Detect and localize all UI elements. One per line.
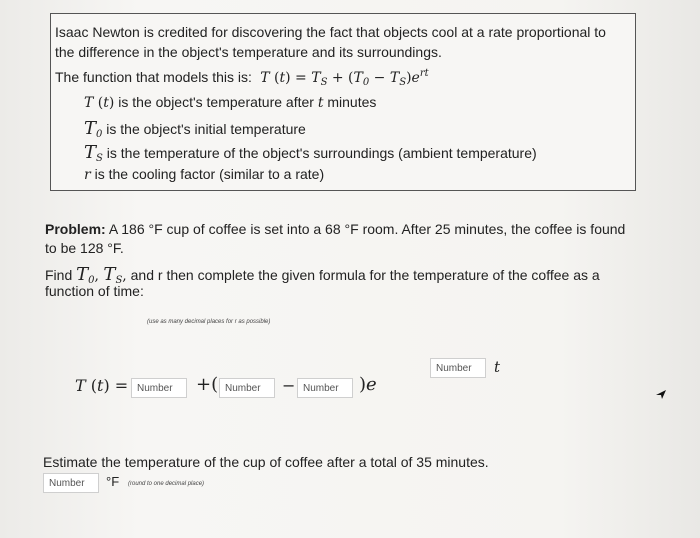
formula-lhs: T (t) = xyxy=(75,376,129,395)
intro-line-1: Isaac Newton is credited for discovering the fact that objects cool at a rate proportional to xyxy=(55,24,606,40)
exponent-t: t xyxy=(494,358,501,376)
model-formula: T xyxy=(255,70,270,86)
close-paren-e: )e xyxy=(359,374,377,395)
def-r: r is the cooling factor (similar to a rate) xyxy=(84,166,325,183)
problem-line-1: Problem: A 186 °F cup of coffee is set into a 68 °F room. After 25 minutes, the coffee is found xyxy=(45,221,626,237)
round-note: (round to one decimal place) xyxy=(128,481,205,487)
ts-input[interactable]: Number xyxy=(131,378,187,398)
def-temp: T (t) is the object's temperature after t minutes xyxy=(84,94,377,111)
problem-line-3: Find $T_0$, $T_S$, and r then complete the given formula for the temperature of the coffee as a xyxy=(45,264,600,286)
def-t0: $T_0$ is the object's initial temperature xyxy=(84,118,306,140)
ts2-input[interactable]: Number xyxy=(297,378,353,398)
model-line: The function that models this is: T $(t) = T_S + (T_0 - T_S)e^{rt}$ xyxy=(55,68,429,88)
rate-input[interactable]: Number xyxy=(430,358,486,378)
plus-paren: +( xyxy=(196,374,219,395)
decimal-note: (use as many decimal places for r as possible) xyxy=(147,319,271,325)
def-ts: $T_S$ is the temperature of the object's surroundings (ambient temperature) xyxy=(84,142,537,164)
estimate-input[interactable]: Number xyxy=(43,473,99,493)
t0-input[interactable]: Number xyxy=(219,378,275,398)
estimate-unit: °F xyxy=(106,474,120,489)
problem-line-4: function of time: xyxy=(45,283,144,299)
estimate-question: Estimate the temperature of the cup of coffee after a total of 35 minutes. xyxy=(43,454,489,470)
intro-line-2: the difference in the object's temperature and its surroundings. xyxy=(55,44,442,60)
mouse-pointer-icon xyxy=(654,387,668,401)
minus-sign: − xyxy=(282,376,296,395)
problem-line-2: to be 128 °F. xyxy=(45,240,124,256)
